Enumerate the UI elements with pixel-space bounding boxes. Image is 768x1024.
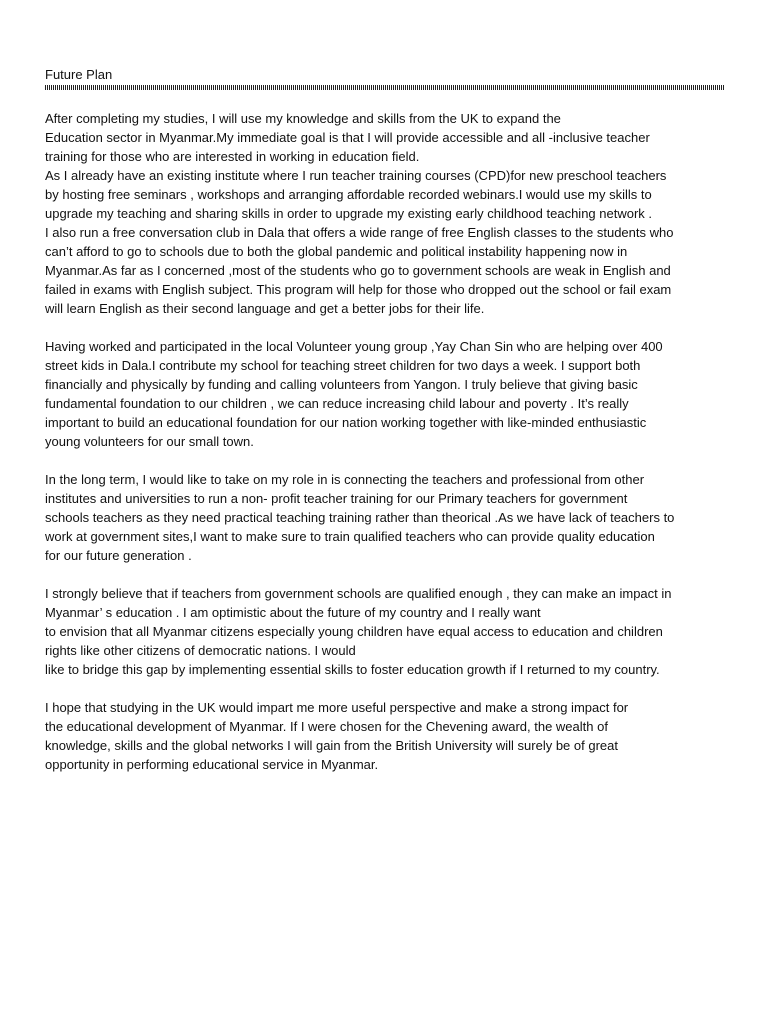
text-line: for our future generation . (45, 548, 192, 563)
paragraph (45, 698, 735, 774)
text-line: the educational development of Myanmar. If I were chosen for the Chevening award, the wealth of (45, 719, 608, 734)
text-line: to envision that all Myanmar citizens especially young children have equal access to education and children (45, 624, 663, 639)
text-line: young volunteers for our small town. (45, 434, 254, 449)
text-line: failed in exams with English subject. This program will help for those who dropped out the school or fail exam (45, 282, 672, 297)
title-divider (45, 85, 724, 90)
text-line: I strongly believe that if teachers from government schools are qualified enough , they can make an impact in (45, 586, 672, 601)
text-line: After completing my studies, I will use my knowledge and skills from the UK to expand the (45, 111, 561, 126)
text-line: institutes and universities to run a non- profit teacher training for our Primary teachers for government (45, 491, 628, 506)
text-line: Myanmar’ s education . I am optimistic about the future of my country and I really want (45, 605, 541, 620)
text-line: financially and physically by funding and calling volunteers from Yangon. I truly believe that giving basic (45, 377, 638, 392)
text-line: street kids in Dala.I contribute my school for teaching street children for two days a week. I support both (45, 358, 641, 373)
text-line: can’t afford to go to schools due to both the global pandemic and political instability happening now in (45, 244, 628, 259)
text-line: important to build an educational foundation for our nation working together with like-minded enthusiastic (45, 415, 647, 430)
text-line: will learn English as their second language and get a better jobs for their life. (45, 301, 485, 316)
text-line: fundamental foundation to our children , we can reduce increasing child labour and poverty . It’s really (45, 396, 629, 411)
text-line: As I already have an existing institute where I run teacher training courses (CPD)for new preschool teachers (45, 168, 667, 183)
text-line: Education sector in Myanmar.My immediate goal is that I will provide accessible and all -inclusive teacher (45, 130, 650, 145)
paragraph (45, 109, 735, 318)
page-title: Future Plan (45, 67, 113, 82)
paragraph (45, 337, 735, 451)
text-line: work at government sites,I want to make sure to train qualified teachers who can provide quality education (45, 529, 655, 544)
text-line: Myanmar.As far as I concerned ,most of the students who go to government schools are weak in English and (45, 263, 671, 278)
paragraph (45, 470, 735, 565)
text-line: In the long term, I would like to take on my role in is connecting the teachers and professional from other (45, 472, 645, 487)
text-line: like to bridge this gap by implementing essential skills to foster education growth if I returned to my country. (45, 662, 660, 677)
text-line: schools teachers as they need practical teaching training rather than theorical .As we have lack of teachers to (45, 510, 675, 525)
text-line: rights like other citizens of democratic nations. I would (45, 643, 356, 658)
text-line: I also run a free conversation club in Dala that offers a wide range of free English classes to the students who (45, 225, 674, 240)
text-line: knowledge, skills and the global networks I will gain from the British University will surely be of great (45, 738, 618, 753)
text-line: by hosting free seminars , workshops and arranging affordable recorded webinars.I would use my skills to (45, 187, 652, 202)
text-line: training for those who are interested in working in education field. (45, 149, 420, 164)
text-line: I hope that studying in the UK would impart me more useful perspective and make a strong impact for (45, 700, 629, 715)
document-body (45, 109, 735, 793)
text-line: upgrade my teaching and sharing skills in order to upgrade my existing early childhood teaching network . (45, 206, 653, 221)
text-line: Having worked and participated in the local Volunteer young group ,Yay Chan Sin who are helping over 400 (45, 339, 663, 354)
text-line: opportunity in performing educational service in Myanmar. (45, 757, 379, 772)
paragraph (45, 584, 735, 679)
